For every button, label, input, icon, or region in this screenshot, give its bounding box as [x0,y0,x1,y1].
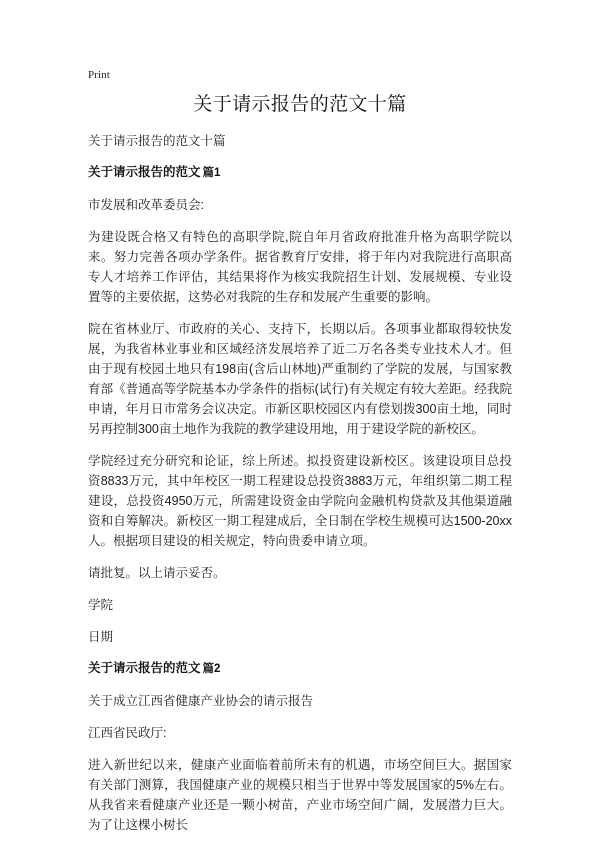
page-title: 关于请示报告的范文十篇 [193,94,407,115]
section-1-paragraph-2: 院在省林业厅、市政府的关心、支持下，长期以后。各项事业都取得较快发展，为我省林业事业和区域经济发展培养了近二万名各类专业技术人才。但由于现有校园土地只有198亩(含后山林地)严重制约了学院的发展，与国家教育部《普通高等学院基本办学条件的指标(试行)有关规定有较大差距。经我院申请，年月日市常务会议决定。市新区职校园区内有偿划拨300亩土地，同时另再控制300亩土地作为我院的教学建设用地，用于建设学院的新校区。 [88,322,512,436]
section-1-heading [88,163,512,182]
section-2 [88,659,512,835]
section-1-paragraph-1: 为建设既合格又有特色的高职学院,院自年月省政府批准升格为高职学院以来。努力完善各项办学条件。据省教育厅安排，将于年内对我院进行高职高专人才培养工作评估，其结果将作为核实我院招生计划、发展规模、专业设置等的主要依据，这势必对我院的生存和发展产生重要的影响。 [88,230,512,304]
section-1 [88,163,512,647]
section-1-paragraph-0: 市发展和改革委员会: [88,198,204,212]
section-2-heading-seq: 篇2 [202,663,221,675]
section-1-date: 日期 [88,630,114,644]
section-2-paragraph-0: 关于成立江西省健康产业协会的请示报告 [88,694,314,708]
document-subtitle: 关于请示报告的范文十篇 [88,134,226,148]
section-1-heading-seq: 篇1 [202,167,221,179]
section-2-heading [88,659,512,678]
section-1-signature: 学院 [88,598,114,612]
section-1-paragraph-3: 学院经过充分研究和论证，综上所述。拟投资建设新校区。该建设项目总投资8833万元，其中年校区一期工程建设总投资3883万元，年组织第二期工程建设，总投资4950万元，所需建设资金由学院向金融机构贷款及其他渠道融资和自筹解决。新校区一期工程建成后，全日制在学校生规模可达1500-20xx人。根据项目建设的相关规定，特向贵委申请立项。 [88,454,512,548]
print-link[interactable]: Print [88,69,110,81]
section-2-heading-text: 关于请示报告的范文 [88,661,201,675]
section-1-paragraph-4: 请批复。以上请示妥否。 [88,566,226,580]
section-2-paragraph-1: 江西省民政厅: [88,726,167,740]
section-2-paragraph-2: 进入新世纪以来，健康产业面临着前所未有的机遇，市场空间巨大。据国家有关部门测算，我国健康产业的规模只相当于世界中等发展国家的5%左右。从我省来看健康产业还是一颗小树苗，产业市场空间广阔，发展潜力巨大。为了让这棵小树长 [88,758,512,832]
document-content [88,92,512,847]
section-1-heading-text: 关于请示报告的范文 [88,165,201,179]
